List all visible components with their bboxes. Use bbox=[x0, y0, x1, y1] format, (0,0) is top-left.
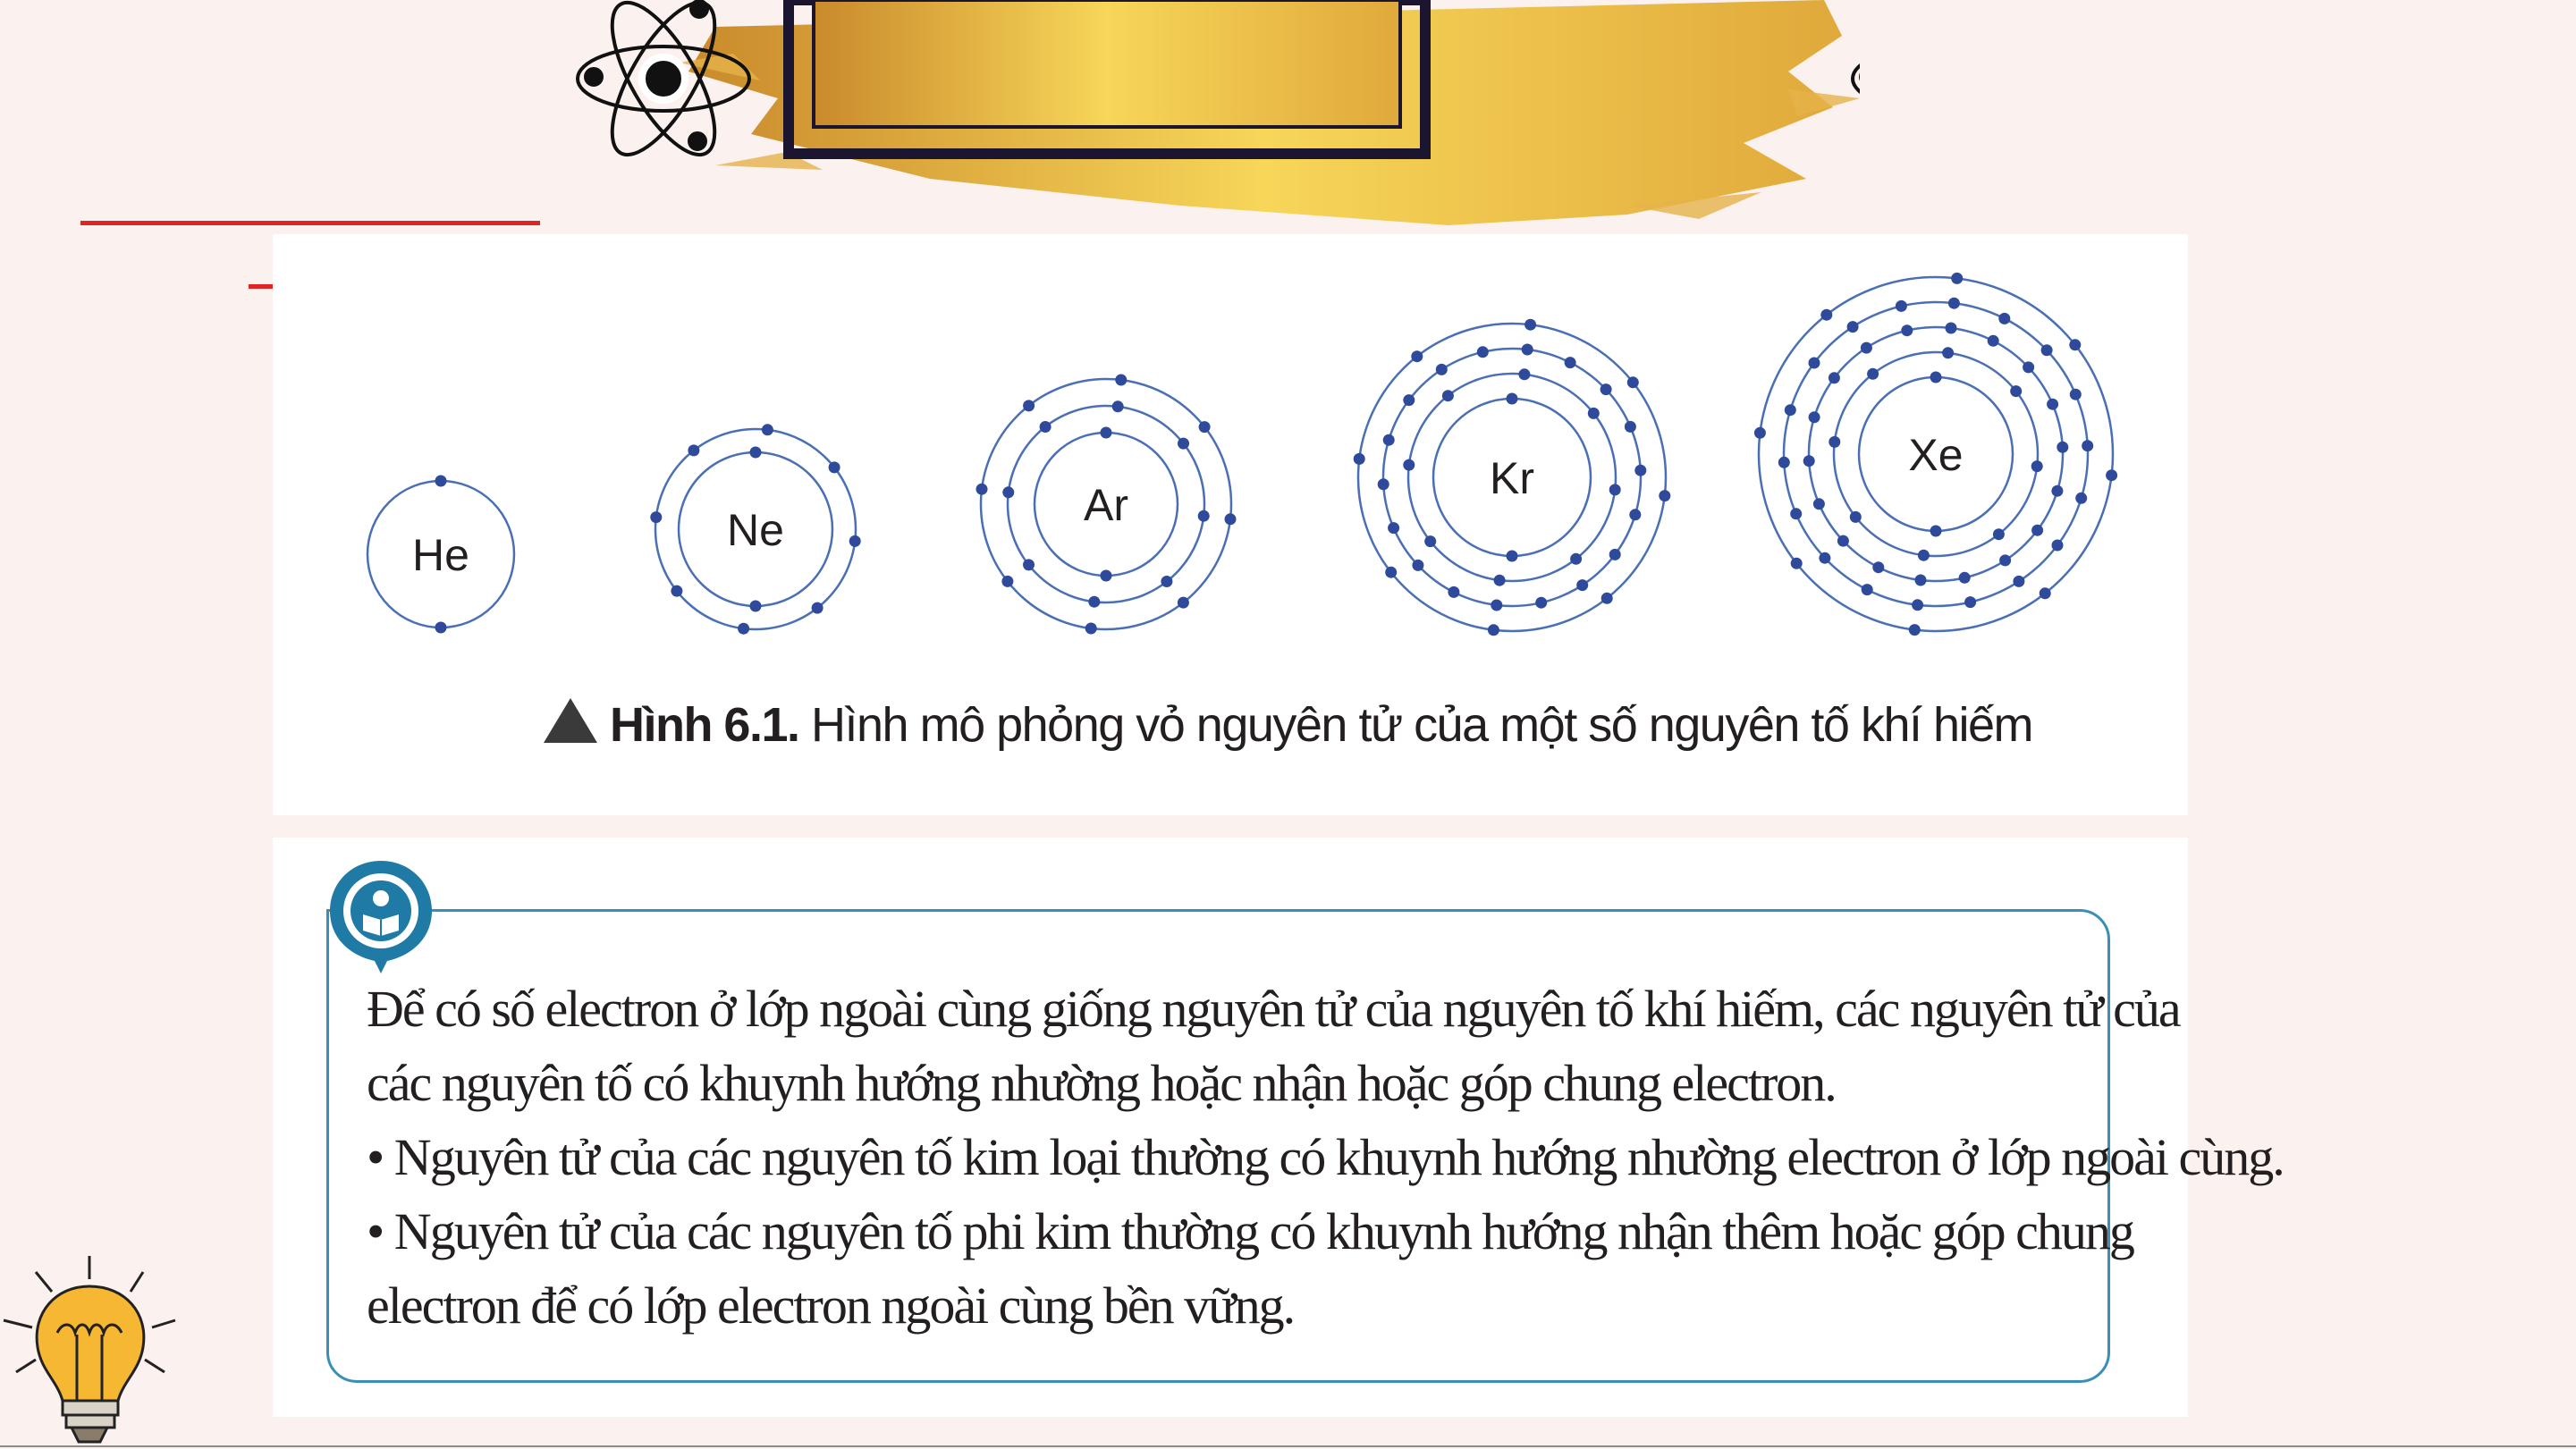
electron-dot bbox=[1178, 438, 1189, 450]
info-line: • Nguyên tử của các nguyên tố phi kim thường có khuynh hướng nhận thêm hoặc góp chung bbox=[367, 1202, 2133, 1260]
electron-dot bbox=[1001, 576, 1013, 587]
electron-dot bbox=[1912, 599, 1923, 611]
electron-dot bbox=[1809, 411, 1820, 423]
info-line: Để có số electron ở lớp ngoài cùng giống nguyên tử của nguyên tố khí hiếm, các nguyên tử của bbox=[367, 980, 2180, 1038]
electron-dot bbox=[2057, 442, 2068, 453]
electron-dot bbox=[1023, 559, 1035, 570]
electron-dot bbox=[1791, 558, 1803, 569]
electron-dot bbox=[1930, 526, 1942, 537]
electron-dot bbox=[650, 511, 662, 523]
electron-dot bbox=[2031, 460, 2043, 472]
electron-dot bbox=[1199, 421, 1211, 433]
electron-dot bbox=[1993, 528, 2005, 540]
electron-dot bbox=[2052, 540, 2064, 552]
electron-dot bbox=[1448, 586, 1459, 598]
electron-dot bbox=[1785, 404, 1796, 416]
electron-dot bbox=[1659, 490, 1670, 501]
electron-dot bbox=[435, 476, 447, 487]
electron-dot bbox=[1494, 575, 1506, 586]
info-text bbox=[367, 972, 2284, 1343]
electron-dot bbox=[1600, 383, 1612, 395]
electron-dot bbox=[829, 461, 840, 473]
electron-dot bbox=[1354, 453, 1365, 465]
electron-dot bbox=[1948, 298, 1960, 309]
electron-dot bbox=[1601, 593, 1613, 604]
red-underline-long bbox=[80, 221, 540, 225]
electron-dot bbox=[976, 484, 988, 495]
noble-gas-atom-figure bbox=[273, 234, 2188, 735]
electron-dot bbox=[1411, 350, 1423, 362]
electron-dot bbox=[1403, 459, 1415, 471]
bottom-divider bbox=[0, 1445, 2576, 1447]
electron-dot bbox=[2082, 440, 2093, 451]
electron-dot bbox=[1588, 408, 1600, 419]
electron-dot bbox=[1918, 550, 1930, 561]
electron-dot bbox=[1988, 335, 1999, 347]
info-card bbox=[273, 838, 2284, 1417]
electron-dot bbox=[1570, 553, 1582, 565]
electron-dot bbox=[1424, 535, 1436, 547]
atom-diagram bbox=[1754, 273, 2117, 636]
electron-dot bbox=[1491, 600, 1502, 611]
electron-dot bbox=[1946, 323, 1957, 334]
electron-dot bbox=[2075, 493, 2087, 504]
electron-dot bbox=[671, 585, 682, 597]
electron-dot bbox=[2041, 344, 2053, 356]
electron-dot bbox=[1964, 596, 1976, 608]
electron-dot bbox=[1609, 484, 1621, 495]
electron-dot bbox=[2070, 389, 2082, 400]
electron-dot bbox=[762, 424, 773, 435]
electron-dot bbox=[1999, 554, 2011, 566]
electron-dot bbox=[1112, 400, 1124, 412]
lightbulb-icon bbox=[0, 1247, 188, 1449]
electron-dot bbox=[1998, 313, 2010, 324]
electron-dot bbox=[812, 602, 823, 614]
electron-dot bbox=[1901, 324, 1913, 336]
electron-dot bbox=[1909, 624, 1921, 636]
electron-dot bbox=[1225, 513, 1237, 525]
electron-dot bbox=[2040, 587, 2051, 599]
electron-dot bbox=[2047, 399, 2058, 410]
electron-dot bbox=[1023, 400, 1035, 411]
electron-dot bbox=[1477, 346, 1489, 358]
atom-symbol: He bbox=[412, 530, 469, 580]
figure-caption bbox=[0, 697, 2576, 753]
electron-dot bbox=[1436, 364, 1448, 375]
electron-dot bbox=[1101, 427, 1112, 439]
electron-dot bbox=[1942, 347, 1954, 358]
electron-dot bbox=[1861, 342, 1872, 354]
atom-symbol: Kr bbox=[1490, 453, 1534, 503]
electron-dot bbox=[1178, 597, 1189, 609]
electron-dot bbox=[1847, 321, 1859, 333]
electron-dot bbox=[1915, 575, 1927, 586]
electron-dot bbox=[1813, 498, 1825, 510]
electron-dot bbox=[1627, 376, 1639, 388]
electron-dot bbox=[2010, 385, 2022, 397]
electron-dot bbox=[1412, 560, 1423, 571]
atom-symbol: Ne bbox=[727, 505, 784, 555]
electron-dot bbox=[750, 447, 762, 459]
electron-dot bbox=[1829, 436, 1840, 448]
electron-dot bbox=[1403, 394, 1415, 406]
triangle-icon bbox=[544, 698, 597, 743]
electron-dot bbox=[1535, 597, 1547, 609]
electron-dot bbox=[1507, 393, 1518, 405]
atom-diagram bbox=[367, 476, 514, 634]
info-line: các nguyên tố có khuynh hướng nhường hoặc nhận hoặc góp chung electron. bbox=[367, 1054, 1836, 1112]
info-line: electron để có lớp electron ngoài cùng bền vững. bbox=[367, 1276, 1295, 1335]
electron-dot bbox=[1442, 390, 1454, 401]
electron-dot bbox=[1565, 357, 1576, 368]
atom-diagram bbox=[650, 424, 860, 634]
electron-dot bbox=[688, 444, 699, 456]
reader-icon bbox=[325, 855, 437, 977]
electron-dot bbox=[738, 623, 749, 635]
atom-symbol: Ar bbox=[1084, 480, 1128, 530]
banner-atoms-overlay bbox=[554, 0, 1860, 232]
electron-dot bbox=[2031, 525, 2043, 536]
electron-dot bbox=[1101, 570, 1112, 582]
electron-dot bbox=[1085, 623, 1097, 635]
caption-text: Hình mô phỏng vỏ nguyên tử của một số nguyên tố khí hiếm bbox=[811, 698, 2033, 752]
electron-dot bbox=[1625, 421, 1636, 433]
electron-dot bbox=[1778, 457, 1790, 468]
electron-dot bbox=[1803, 455, 1815, 467]
electron-dot bbox=[1198, 510, 1210, 522]
electron-dot bbox=[1820, 309, 1832, 321]
electron-dot bbox=[2023, 361, 2034, 373]
electron-dot bbox=[1161, 576, 1172, 587]
electron-dot bbox=[1088, 596, 1100, 608]
electron-dot bbox=[1576, 579, 1588, 591]
electron-dot bbox=[2013, 576, 2024, 587]
electron-dot bbox=[1518, 368, 1530, 380]
electron-dot bbox=[435, 622, 447, 634]
electron-dot bbox=[1872, 561, 1884, 573]
atom-diagram bbox=[976, 375, 1237, 635]
info-line: • Nguyên tử của các nguyên tố kim loại thường có khuynh hướng nhường electron ở lớp ngoài cùng. bbox=[367, 1128, 2284, 1186]
electron-dot bbox=[750, 601, 762, 612]
electron-dot bbox=[1388, 522, 1399, 534]
atom-diagram bbox=[1354, 319, 1671, 636]
caption-label: Hình 6.1. bbox=[609, 698, 799, 752]
electron-dot bbox=[1837, 535, 1849, 547]
electron-dot bbox=[2051, 485, 2063, 497]
electron-dot bbox=[1629, 509, 1641, 520]
electron-dot bbox=[1867, 368, 1879, 380]
electron-dot bbox=[1862, 584, 1873, 595]
electron-dot bbox=[1524, 319, 1536, 331]
electron-dot bbox=[1609, 549, 1621, 560]
electron-dot bbox=[1959, 572, 1971, 584]
electron-dot bbox=[1002, 486, 1014, 498]
electron-dot bbox=[2106, 469, 2117, 481]
electron-dot bbox=[1383, 434, 1395, 446]
electron-dot bbox=[1378, 478, 1389, 490]
electron-dot bbox=[1809, 358, 1820, 369]
electron-dot bbox=[1829, 372, 1840, 383]
electron-dot bbox=[2069, 339, 2081, 350]
electron-dot bbox=[1790, 508, 1802, 519]
electron-dot bbox=[1930, 372, 1942, 383]
electron-dot bbox=[1488, 624, 1499, 636]
electron-dot bbox=[1115, 375, 1127, 386]
electron-dot bbox=[849, 535, 861, 547]
electron-dot bbox=[1819, 552, 1830, 564]
atom-symbol: Xe bbox=[1908, 430, 1964, 480]
electron-dot bbox=[1850, 511, 1862, 523]
electron-dot bbox=[1634, 465, 1646, 476]
electron-dot bbox=[1754, 427, 1766, 439]
electron-dot bbox=[1507, 551, 1518, 562]
electron-dot bbox=[1522, 344, 1533, 356]
electron-dot bbox=[1040, 421, 1052, 433]
electron-dot bbox=[1896, 300, 1907, 312]
electron-dot bbox=[1385, 567, 1397, 578]
electron-dot bbox=[1951, 273, 1963, 284]
